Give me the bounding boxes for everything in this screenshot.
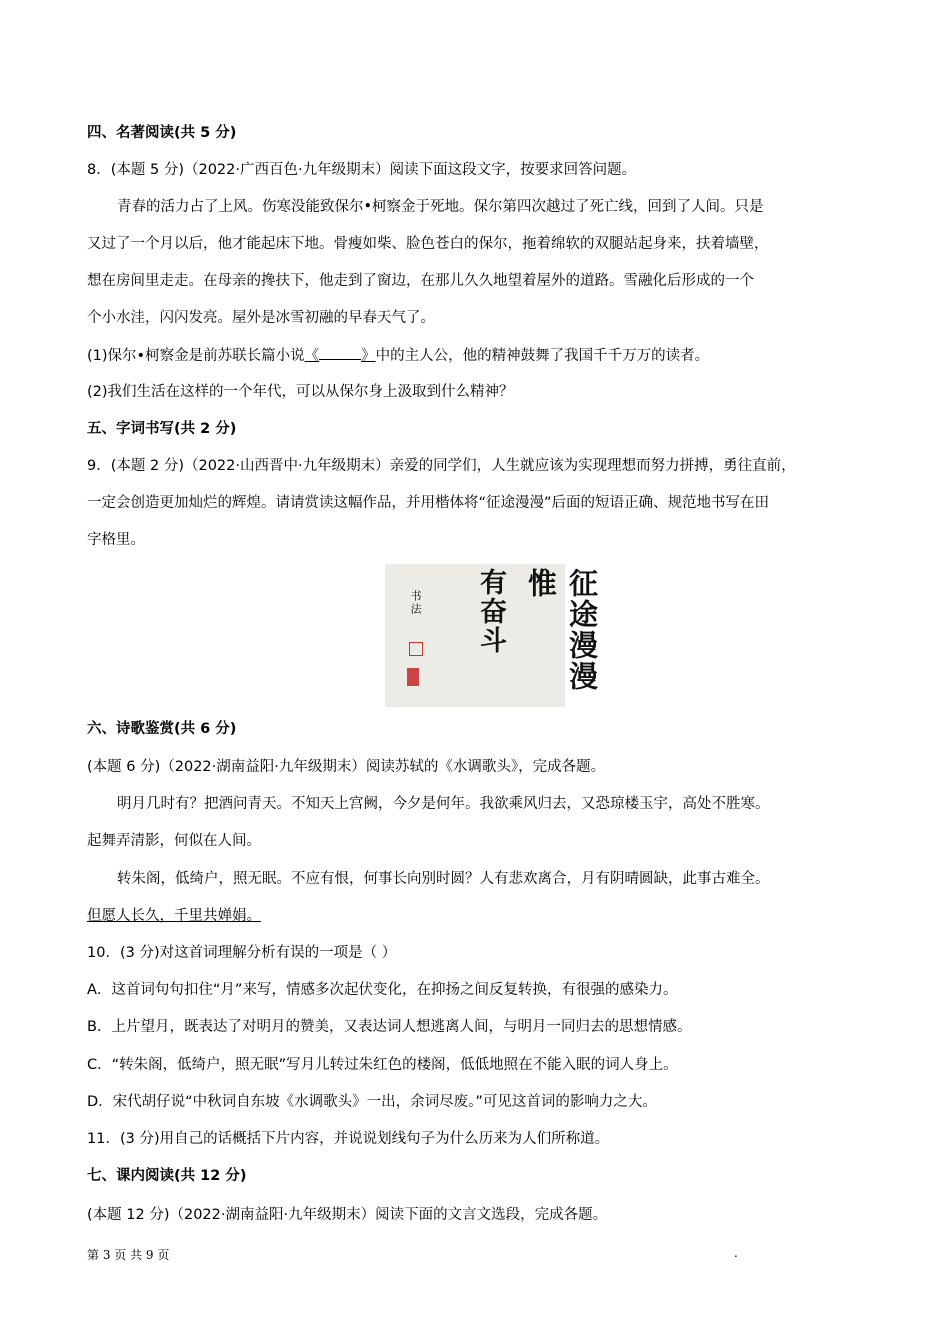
poem-line: 明月几时有？把酒问青天。不知天上宫阙，今夕是何年。我欲乘风归去，又恐琼楼玉宇，高处不胜寒。 — [117, 796, 770, 812]
option-a[interactable]: A．这首词句句扣住“月”来写，情感多次起伏变化，在抑扬之间反复转换，有很强的感染力。 — [87, 982, 678, 998]
novel-title-blank[interactable]: 《 》 — [305, 348, 376, 364]
question-9-line: 9．(本题 2 分)（2022·山西晋中·九年级期末）亲爱的同学们，人生就应该为实现理想而努力拼搏，勇往直前， — [87, 458, 796, 474]
poem-stem: (本题 6 分)（2022·湖南益阳·九年级期末）阅读苏轼的《水调歌头》，完成各题。 — [87, 759, 606, 775]
option-b[interactable]: B．上片望月，既表达了对明月的赞美，又表达词人想逃离人间，与明月一同归去的思想情感。 — [87, 1019, 692, 1035]
poem-line: 转朱阁，低绮户，照无眠。不应有恨，何事长向别时圆？人有悲欢离合，月有阴晴圆缺，此事古难全。 — [117, 871, 770, 887]
option-d[interactable]: D．宋代胡仔说“中秋词自东坡《水调歌头》一出，余词尽废。”可见这首词的影响力之大。 — [87, 1094, 657, 1110]
seal-stamp — [409, 642, 423, 656]
calligraphy-column-1: 征途漫漫惟 — [524, 568, 599, 692]
section-heading-5: 五、字词书写(共 2 分) — [87, 421, 237, 437]
calligraphy-signature: 书法 — [409, 590, 422, 616]
option-c[interactable]: C．“转朱阁，低绮户，照无眠”写月儿转过朱红色的楼阁，低低地照在不能入眠的词人身上。 — [87, 1057, 678, 1073]
section-heading-6: 六、诗歌鉴赏(共 6 分) — [87, 721, 237, 737]
question-8-sub1 — [87, 345, 864, 366]
question-9-line: 字格里。 — [87, 532, 145, 548]
sub1-text-after: 中的主人公，他的精神鼓舞了我国千千万万的读者。 — [375, 348, 710, 364]
passage-line: 个小水洼，闪闪发亮。屋外是冰雪初融的早春天气了。 — [87, 310, 435, 326]
poem-line-underlined: 但愿人长久，千里共婵娟。 — [87, 908, 261, 924]
section-heading-4: 四、名著阅读(共 5 分) — [87, 125, 237, 141]
footer-dot: . — [734, 1246, 738, 1260]
calligraphy-image — [385, 564, 599, 707]
question-12-stem: (本题 12 分)（2022·湖南益阳·九年级期末）阅读下面的文言文选段，完成各题。 — [87, 1207, 608, 1223]
passage-line: 想在房间里走走。在母亲的搀扶下，他走到了窗边，在那儿久久地望着屋外的道路。雪融化后形成的一个 — [87, 273, 754, 289]
question-8-stem: 8．(本题 5 分)（2022·广西百色·九年级期末）阅读下面这段文字，按要求回答问题。 — [87, 162, 637, 178]
sub1-text-before: (1)保尔•柯察金是前苏联长篇小说 — [87, 348, 305, 364]
question-10-stem: 10．(3 分)对这首词理解分析有误的一项是（ ） — [87, 945, 397, 961]
question-8-sub2: (2)我们生活在这样的一个年代，可以从保尔身上汲取到什么精神？ — [87, 384, 514, 400]
poem-line: 起舞弄清影，何似在人间。 — [87, 833, 261, 849]
page-number: 第 3 页 共 9 页 — [87, 1248, 170, 1262]
passage-line: 青春的活力占了上风。伤寒没能致保尔•柯察金于死地。保尔第四次越过了死亡线，回到了人间。只是 — [117, 199, 764, 215]
calligraphy-column-2: 有奋斗 — [475, 568, 506, 655]
section-heading-7: 七、课内阅读(共 12 分) — [87, 1168, 247, 1184]
seal-stamp — [407, 668, 419, 686]
question-9-line: 一定会创造更加灿烂的辉煌。请请赏读这幅作品，并用楷体将“征途漫漫”后面的短语正确、规范地书写在田 — [87, 495, 770, 511]
question-11: 11．(3 分)用自己的话概括下片内容，并说说划线句子为什么历来为人们所称道。 — [87, 1131, 610, 1147]
passage-line: 又过了一个月以后，他才能起床下地。骨瘦如柴、脸色苍白的保尔，拖着绵软的双腿站起身来，扶着墙壁， — [87, 236, 769, 252]
